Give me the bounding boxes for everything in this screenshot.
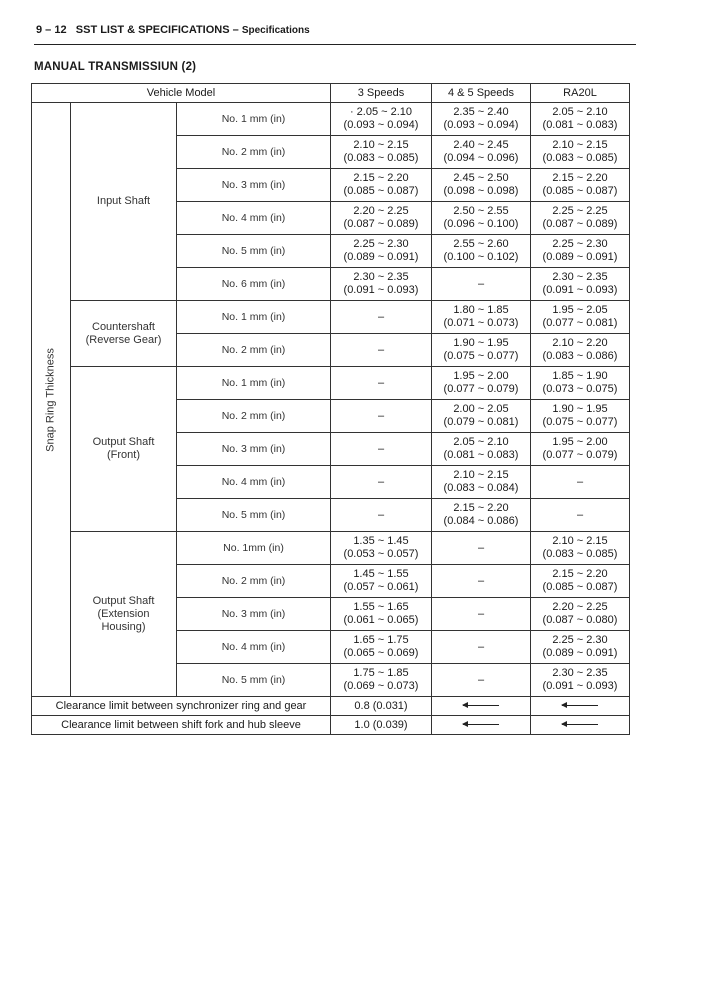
value-cell — [331, 202, 432, 235]
mm-value: 2.15 ~ 2.20 — [552, 568, 608, 580]
table-row — [32, 103, 630, 136]
section-title: MANUAL TRANSMISSIUN (2) — [34, 61, 197, 73]
value-cell — [331, 367, 432, 400]
value-cell — [432, 532, 531, 565]
group-label — [71, 532, 177, 697]
group-label — [71, 301, 177, 367]
dash-value: – — [576, 475, 584, 488]
page-header — [36, 24, 636, 36]
table-row — [32, 367, 630, 400]
header-subtitle: Specifications — [241, 25, 310, 36]
mm-value: 2.25 ~ 2.30 — [552, 238, 608, 250]
value-cell — [331, 268, 432, 301]
inch-value: (0.071 ~ 0.073) — [443, 317, 519, 329]
size-cell: No. 6 mm (in) — [177, 268, 331, 301]
mm-value: 2.25 ~ 2.30 — [552, 634, 608, 646]
value-cell — [432, 301, 531, 334]
value-cell — [331, 598, 432, 631]
group-label-line: (Front) — [107, 449, 140, 461]
mm-value: 2.10 ~ 2.15 — [353, 139, 409, 151]
size-cell: No. 3 mm (in) — [177, 169, 331, 202]
mm-value: 1.45 ~ 1.55 — [353, 568, 409, 580]
mm-value: 1.75 ~ 1.85 — [353, 667, 409, 679]
dash-value: – — [477, 640, 485, 653]
size-cell: No. 4 mm (in) — [177, 466, 331, 499]
mm-value: 1.95 ~ 2.05 — [552, 304, 608, 316]
value-cell — [432, 664, 531, 697]
dash-value: – — [377, 442, 385, 455]
size-cell: No. 2 mm (in) — [177, 400, 331, 433]
size-cell: No. 4 mm (in) — [177, 631, 331, 664]
inch-value: (0.077 ~ 0.079) — [542, 449, 618, 461]
mm-value: 1.80 ~ 1.85 — [453, 304, 509, 316]
mm-value: 1.90 ~ 1.95 — [453, 337, 509, 349]
size-cell: No. 1 mm (in) — [177, 367, 331, 400]
group-label-line: Output Shaft — [92, 436, 155, 448]
mm-value: 2.45 ~ 2.50 — [453, 172, 509, 184]
value-cell — [432, 235, 531, 268]
inch-value: (0.073 ~ 0.075) — [542, 383, 618, 395]
mm-value: 2.25 ~ 2.30 — [353, 238, 409, 250]
clearance-label: Clearance limit between shift fork and hub sleeve — [32, 716, 331, 735]
size-cell: No. 3 mm (in) — [177, 433, 331, 466]
dash-value: – — [377, 376, 385, 389]
inch-value: (0.083 ~ 0.085) — [542, 548, 618, 560]
inch-value: (0.094 ~ 0.096) — [443, 152, 519, 164]
clearance-value: 1.0 (0.039) — [331, 716, 432, 735]
group-label-line: Housing) — [101, 620, 146, 633]
mm-value: 2.00 ~ 2.05 — [453, 403, 509, 415]
size-cell: No. 5 mm (in) — [177, 235, 331, 268]
value-cell — [531, 334, 630, 367]
same-as-left-cell — [432, 716, 531, 735]
value-cell — [331, 631, 432, 664]
clearance-value: 0.8 (0.031) — [331, 697, 432, 716]
inch-value: (0.098 ~ 0.098) — [443, 185, 519, 197]
clearance-label: Clearance limit between synchronizer ring and gear — [32, 697, 331, 716]
left-arrow-icon — [463, 705, 499, 706]
value-cell — [331, 136, 432, 169]
value-cell — [432, 202, 531, 235]
value-cell — [331, 235, 432, 268]
group-label — [71, 103, 177, 301]
clearance-row — [32, 697, 630, 716]
mm-value: 2.10 ~ 2.15 — [552, 139, 608, 151]
group-label — [71, 367, 177, 532]
group-label-line: Countershaft — [92, 320, 155, 333]
group-label-line: Input Shaft — [96, 195, 151, 207]
value-cell — [331, 532, 432, 565]
value-cell — [432, 631, 531, 664]
inch-value: (0.075 ~ 0.077) — [542, 416, 618, 428]
value-cell — [432, 466, 531, 499]
mm-value: · 2.05 ~ 2.10 — [349, 106, 413, 118]
value-cell — [331, 499, 432, 532]
mm-value: 1.90 ~ 1.95 — [552, 403, 608, 415]
value-cell — [432, 499, 531, 532]
mm-value: 2.25 ~ 2.25 — [552, 205, 608, 217]
header-rule — [34, 44, 636, 45]
page-number: 9 – 12 — [36, 24, 67, 36]
mm-value: 2.15 ~ 2.20 — [552, 172, 608, 184]
mm-value: 1.85 ~ 1.90 — [552, 370, 608, 382]
vehicle-model-header: Vehicle Model — [32, 84, 331, 103]
inch-value: (0.053 ~ 0.057) — [343, 548, 419, 560]
inch-value: (0.087 ~ 0.089) — [542, 218, 618, 230]
dash-value: – — [377, 409, 385, 422]
table-row — [32, 532, 630, 565]
side-label: Snap Ring Thickness — [44, 347, 57, 452]
dash-value: – — [477, 541, 485, 554]
column-header: 3 Speeds — [331, 84, 432, 103]
value-cell — [432, 565, 531, 598]
value-cell — [531, 367, 630, 400]
inch-value: (0.075 ~ 0.077) — [443, 350, 519, 362]
mm-value: 1.55 ~ 1.65 — [353, 601, 409, 613]
size-cell: No. 1mm (in) — [177, 532, 331, 565]
value-cell — [432, 268, 531, 301]
inch-value: (0.069 ~ 0.073) — [343, 680, 419, 692]
inch-value: (0.081 ~ 0.083) — [542, 119, 618, 131]
value-cell — [432, 433, 531, 466]
size-cell: No. 1 mm (in) — [177, 103, 331, 136]
header-row — [32, 84, 630, 103]
inch-value: (0.083 ~ 0.084) — [443, 482, 519, 494]
table-row — [32, 301, 630, 334]
dash-value: – — [477, 673, 485, 686]
value-cell — [531, 664, 630, 697]
size-cell: No. 1 mm (in) — [177, 301, 331, 334]
inch-value: (0.081 ~ 0.083) — [443, 449, 519, 461]
value-cell — [432, 169, 531, 202]
left-arrow-icon — [463, 724, 499, 725]
mm-value: 2.30 ~ 2.35 — [552, 271, 608, 283]
value-cell — [531, 169, 630, 202]
value-cell — [432, 400, 531, 433]
value-cell — [531, 202, 630, 235]
mm-value: 2.10 ~ 2.15 — [552, 535, 608, 547]
inch-value: (0.077 ~ 0.079) — [443, 383, 519, 395]
mm-value: 2.35 ~ 2.40 — [453, 106, 509, 118]
inch-value: (0.083 ~ 0.085) — [542, 152, 618, 164]
dash-value: – — [477, 607, 485, 620]
value-cell — [432, 103, 531, 136]
value-cell — [331, 466, 432, 499]
dash-value: – — [576, 508, 584, 521]
dash-value: – — [377, 310, 385, 323]
inch-value: (0.087 ~ 0.089) — [343, 218, 419, 230]
inch-value: (0.093 ~ 0.094) — [343, 119, 419, 131]
value-cell — [432, 367, 531, 400]
mm-value: 2.10 ~ 2.20 — [552, 337, 608, 349]
value-cell — [331, 565, 432, 598]
inch-value: (0.096 ~ 0.100) — [443, 218, 519, 230]
inch-value: (0.089 ~ 0.091) — [542, 251, 618, 263]
mm-value: 2.10 ~ 2.15 — [453, 469, 509, 481]
mm-value: 1.95 ~ 2.00 — [552, 436, 608, 448]
inch-value: (0.085 ~ 0.087) — [542, 185, 618, 197]
mm-value: 2.20 ~ 2.25 — [552, 601, 608, 613]
inch-value: (0.057 ~ 0.061) — [343, 581, 419, 593]
group-label-line: (Reverse Gear) — [85, 333, 162, 346]
header-separator: – — [232, 24, 239, 36]
mm-value: 2.50 ~ 2.55 — [453, 205, 509, 217]
inch-value: (0.091 ~ 0.093) — [343, 284, 419, 296]
snap-ring-thickness-label — [32, 103, 71, 697]
inch-value: (0.100 ~ 0.102) — [443, 251, 519, 263]
mm-value: 2.40 ~ 2.45 — [453, 139, 509, 151]
value-cell — [331, 334, 432, 367]
mm-value: 2.15 ~ 2.20 — [353, 172, 409, 184]
value-cell — [531, 631, 630, 664]
value-cell — [531, 499, 630, 532]
column-header: 4 & 5 Speeds — [432, 84, 531, 103]
left-arrow-icon — [562, 705, 598, 706]
header-title: SST LIST & SPECIFICATIONS — [75, 24, 230, 36]
size-cell: No. 2 mm (in) — [177, 136, 331, 169]
dash-value: – — [377, 475, 385, 488]
size-cell: No. 2 mm (in) — [177, 334, 331, 367]
size-cell: No. 2 mm (in) — [177, 565, 331, 598]
inch-value: (0.091 ~ 0.093) — [542, 284, 618, 296]
mm-value: 2.30 ~ 2.35 — [552, 667, 608, 679]
inch-value: (0.083 ~ 0.085) — [343, 152, 419, 164]
inch-value: (0.085 ~ 0.087) — [343, 185, 419, 197]
value-cell — [331, 169, 432, 202]
value-cell — [531, 598, 630, 631]
same-as-left-cell — [531, 697, 630, 716]
inch-value: (0.085 ~ 0.087) — [542, 581, 618, 593]
value-cell — [531, 103, 630, 136]
dash-value: – — [377, 508, 385, 521]
group-label-line: (Extension — [97, 607, 150, 620]
size-cell: No. 4 mm (in) — [177, 202, 331, 235]
inch-value: (0.089 ~ 0.091) — [343, 251, 419, 263]
value-cell — [432, 598, 531, 631]
value-cell — [331, 103, 432, 136]
value-cell — [531, 433, 630, 466]
value-cell — [531, 235, 630, 268]
mm-value: 2.30 ~ 2.35 — [353, 271, 409, 283]
inch-value: (0.093 ~ 0.094) — [443, 119, 519, 131]
value-cell — [331, 433, 432, 466]
inch-value: (0.077 ~ 0.081) — [542, 317, 618, 329]
clearance-row — [32, 716, 630, 735]
inch-value: (0.083 ~ 0.086) — [542, 350, 618, 362]
group-label-line: Output Shaft — [92, 594, 155, 607]
inch-value: (0.087 ~ 0.080) — [542, 614, 618, 626]
mm-value: 2.05 ~ 2.10 — [453, 436, 509, 448]
mm-value: 2.20 ~ 2.25 — [353, 205, 409, 217]
inch-value: (0.089 ~ 0.091) — [542, 647, 618, 659]
size-cell: No. 5 mm (in) — [177, 664, 331, 697]
inch-value: (0.079 ~ 0.081) — [443, 416, 519, 428]
same-as-left-cell — [432, 697, 531, 716]
value-cell — [432, 136, 531, 169]
inch-value: (0.065 ~ 0.069) — [343, 647, 419, 659]
size-cell: No. 3 mm (in) — [177, 598, 331, 631]
mm-value: 2.05 ~ 2.10 — [552, 106, 608, 118]
size-cell: No. 5 mm (in) — [177, 499, 331, 532]
inch-value: (0.084 ~ 0.086) — [443, 515, 519, 527]
value-cell — [531, 565, 630, 598]
left-arrow-icon — [562, 724, 598, 725]
mm-value: 1.65 ~ 1.75 — [353, 634, 409, 646]
mm-value: 2.15 ~ 2.20 — [453, 502, 509, 514]
spec-table — [31, 83, 630, 735]
mm-value: 1.95 ~ 2.00 — [453, 370, 509, 382]
value-cell — [531, 136, 630, 169]
dash-value: – — [477, 574, 485, 587]
inch-value: (0.091 ~ 0.093) — [542, 680, 618, 692]
value-cell — [432, 334, 531, 367]
value-cell — [531, 268, 630, 301]
mm-value: 2.55 ~ 2.60 — [453, 238, 509, 250]
value-cell — [331, 301, 432, 334]
value-cell — [531, 301, 630, 334]
value-cell — [531, 466, 630, 499]
mm-value: 1.35 ~ 1.45 — [353, 535, 409, 547]
value-cell — [331, 664, 432, 697]
value-cell — [331, 400, 432, 433]
same-as-left-cell — [531, 716, 630, 735]
inch-value: (0.061 ~ 0.065) — [343, 614, 419, 626]
dash-value: – — [477, 277, 485, 290]
dash-value: – — [377, 343, 385, 356]
column-header: RA20L — [531, 84, 630, 103]
value-cell — [531, 532, 630, 565]
value-cell — [531, 400, 630, 433]
